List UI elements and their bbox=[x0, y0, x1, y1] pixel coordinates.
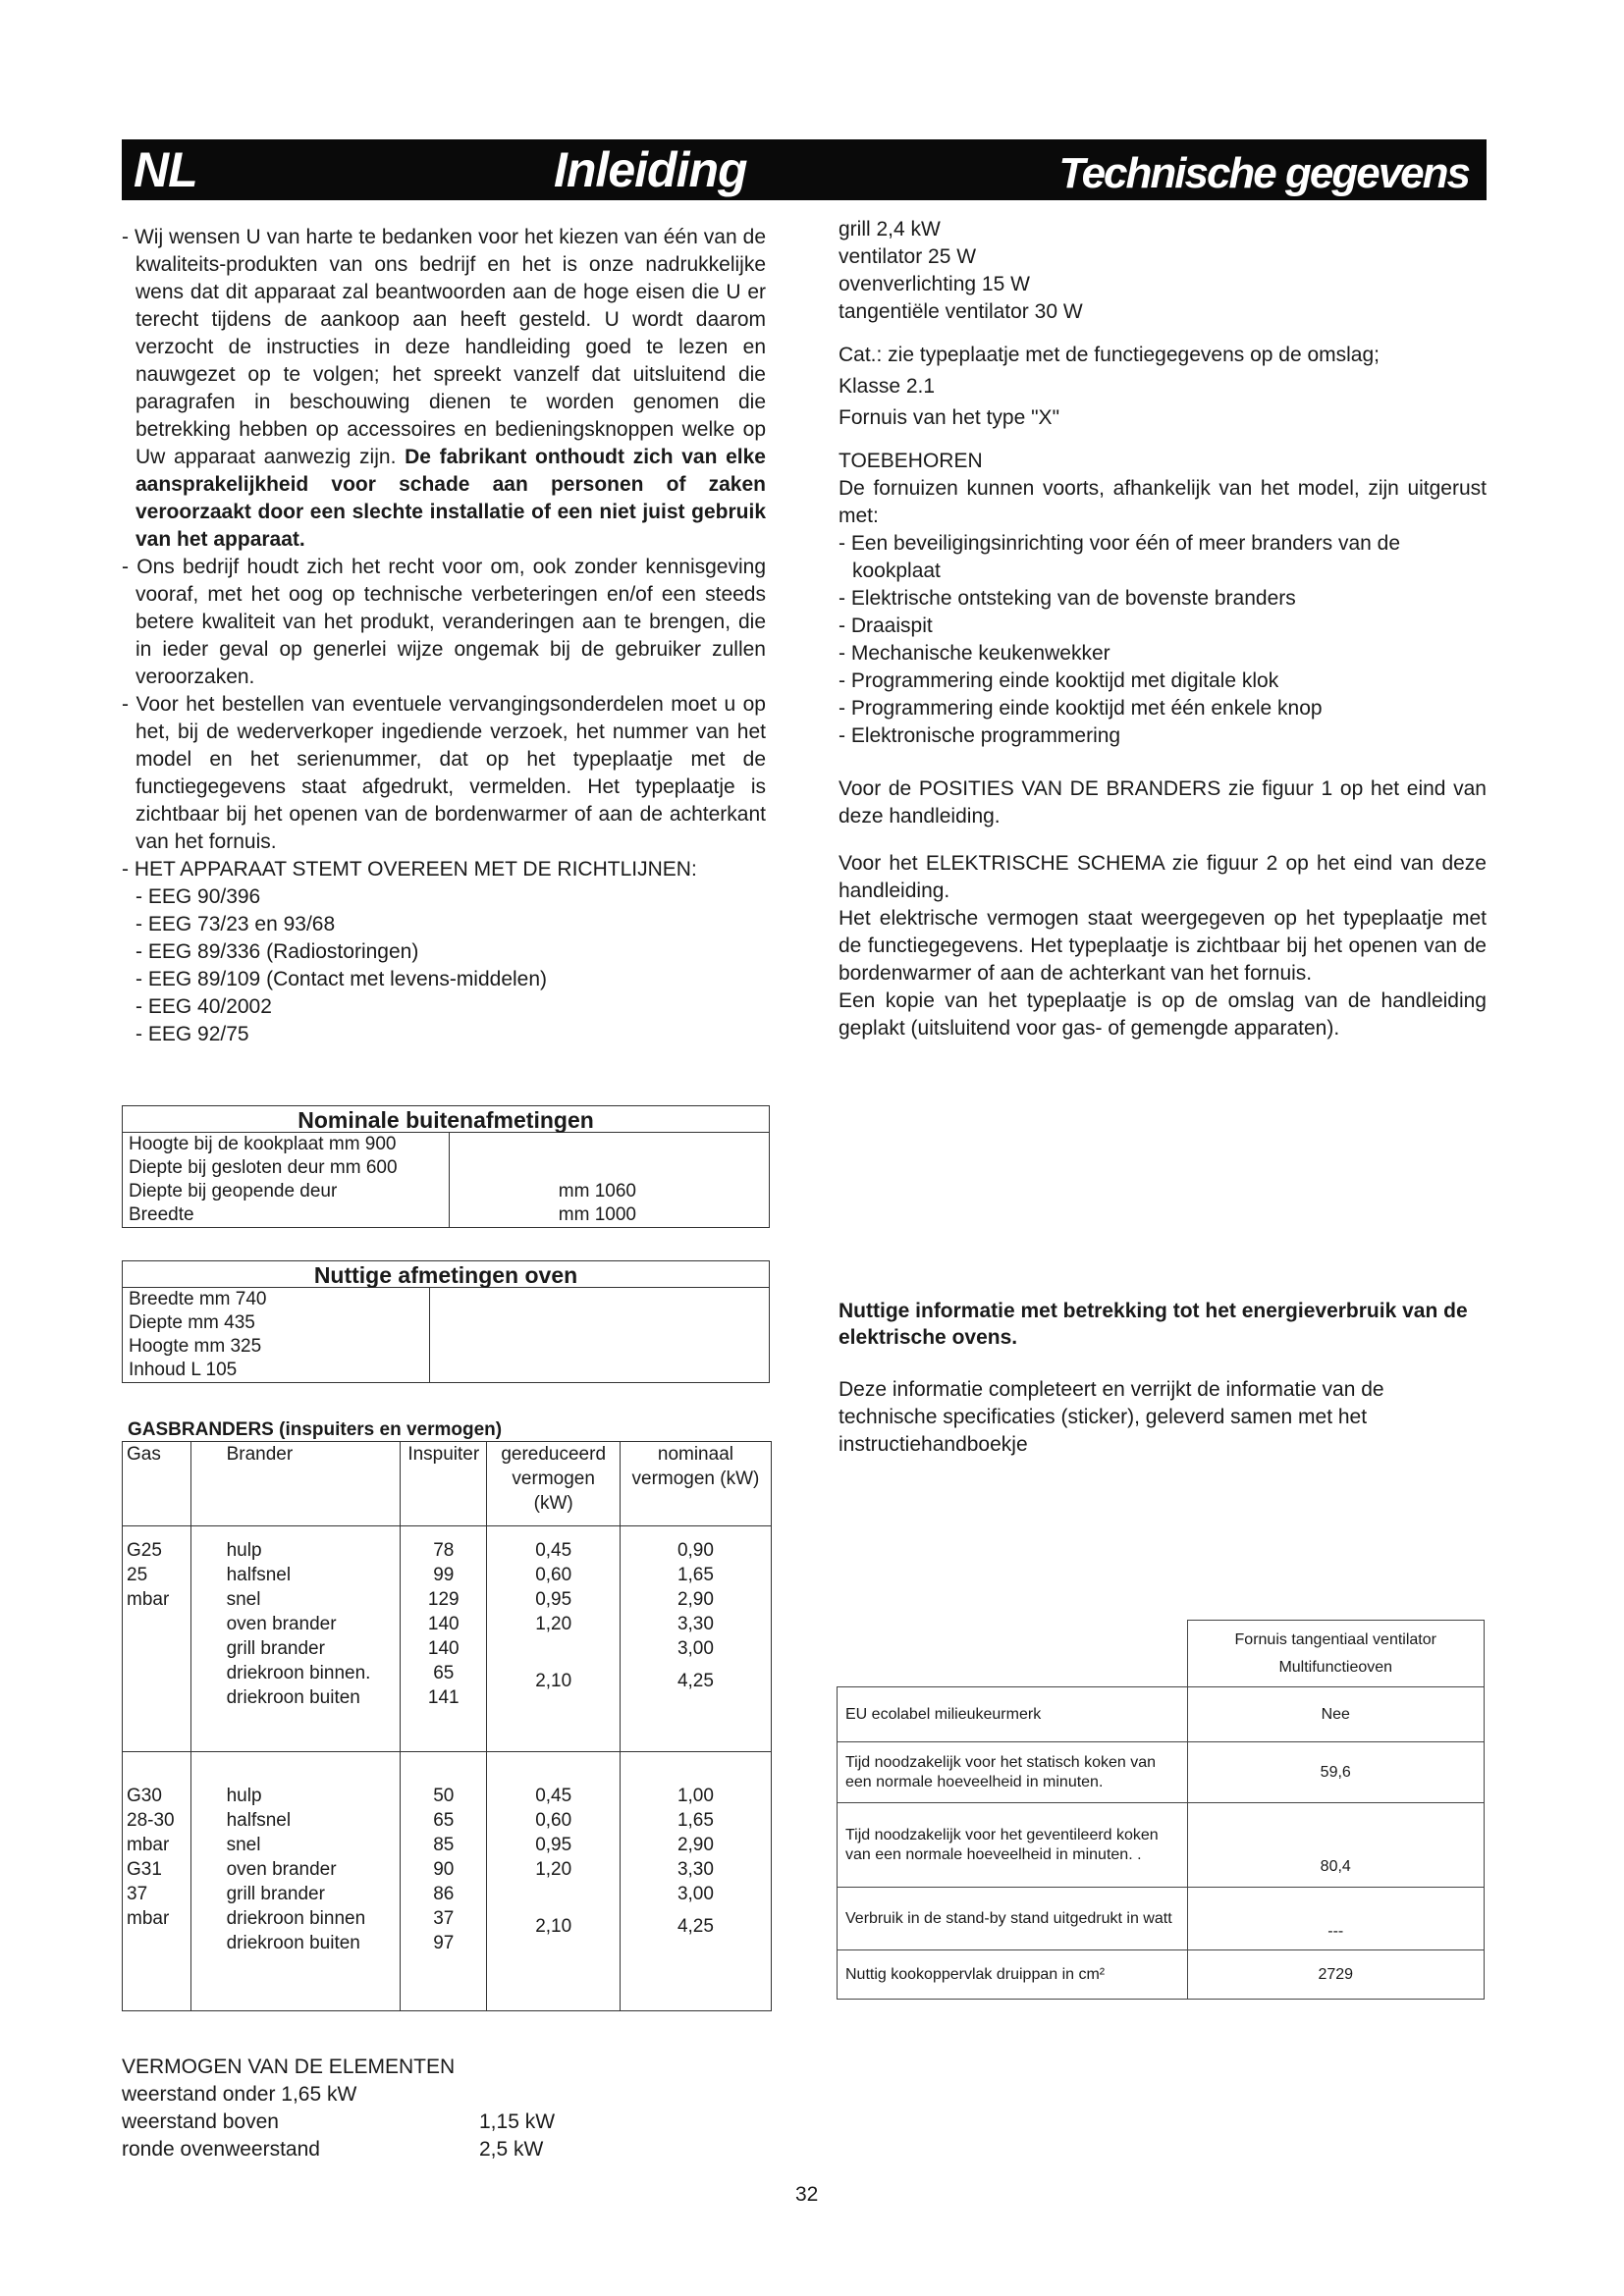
section-title: Inleiding bbox=[554, 142, 747, 197]
intro-paragraph-3: - Voor het bestellen van eventuele vervangingsonderdelen moet u op het, bij de wederverkoper ingediende verzoek, het nummer van het model en het serienummer, dat op het typeplaatje met de functiegegevens staat afgedrukt, vermelden. Het typeplaatje is zichtbaar bij het openen van de bordenwarmer of aan de achterkant van het fornuis. bbox=[122, 693, 766, 853]
accessory-item: - Een beveiligingsinrichting voor één of meer branders van de kookplaat bbox=[839, 532, 1400, 582]
table-row-value: Nee bbox=[1187, 1687, 1485, 1742]
injector-cell: 50 65 85 90 86 37 97 bbox=[401, 1752, 487, 2011]
accessories-heading: TOEBEHOREN bbox=[839, 450, 983, 472]
page-number: 32 bbox=[795, 2183, 819, 2206]
directive-item: - EEG 90/396 bbox=[135, 885, 261, 908]
energy-info-text: Deze informatie completeert en verrijkt de informatie van de technische specificaties (sticker), geleverd samen met het instructiehandboekje bbox=[839, 1378, 1384, 1456]
accessory-item: - Programmering einde kooktijd met digitale klok bbox=[839, 669, 1279, 692]
liability-notice: De fabrikant onthoudt zich van elke aansprakelijkheid voor schade aan personen of zaken veroorzaakt door een slechte installatie of een niet juist gebruik van het apparaat. bbox=[135, 446, 766, 551]
table-row-value: 80,4 bbox=[1187, 1803, 1485, 1888]
schema-note: Voor het ELEKTRISCHE SCHEMA zie figuur 2 op het eind van deze handleiding. bbox=[839, 852, 1487, 902]
intro-paragraph-2: - Ons bedrijf houdt zich het recht voor om, ook zonder kennisgeving vooraf, met het oog op technische verbeteringen en/of een steeds betere kwaliteit van het produkt, veranderingen aan te brengen, die in ieder geval op generlei wijze ongemak bij de gebruiker zullen veroorzaken. bbox=[122, 556, 766, 688]
section-title-right: Technische gegevens bbox=[1058, 149, 1469, 197]
burner-cell: hulp halfsnel snel oven brander grill brander driekroon binnen. driekroon buiten bbox=[190, 1526, 400, 1752]
type-note: Fornuis van het type "X" bbox=[839, 406, 1060, 429]
column-header: nominaal vermogen (kW) bbox=[620, 1442, 771, 1526]
nominal-power-cell: 0,90 1,65 2,90 3,30 3,00 4,25 bbox=[620, 1526, 771, 1752]
directive-item: - EEG 89/336 (Radiostoringen) bbox=[135, 940, 419, 963]
table-row-label: EU ecolabel milieukeurmerk bbox=[838, 1687, 1188, 1742]
reduced-power-cell: 0,45 0,60 0,95 1,20 2,10 bbox=[487, 1752, 620, 2011]
gas-burners-table bbox=[122, 1441, 772, 2011]
gas-type-cell: G30 28-30 mbar G31 37 mbar bbox=[123, 1752, 191, 2011]
directive-heading: - HET APPARAAT STEMT OVEREEN MET DE RICHTLIJNEN: bbox=[122, 858, 697, 881]
table-row-label: Nuttig kookoppervlak druippan in cm² bbox=[838, 1950, 1188, 2000]
table-row-label: Verbruik in de stand-by stand uitgedrukt in watt bbox=[838, 1888, 1188, 1950]
injector-cell: 78 99 129 140 140 65 141 bbox=[401, 1526, 487, 1752]
accessory-item: - Elektronische programmering bbox=[839, 724, 1121, 747]
table-row-label: Tijd noodzakelijk voor het statisch koken van een normale hoeveelheid in minuten. bbox=[838, 1742, 1188, 1803]
column-header: Inspuiter bbox=[401, 1442, 487, 1526]
table-cell: Breedte mm 740 Diepte mm 435 Hoogte mm 325 Inhoud L 105 bbox=[123, 1288, 430, 1383]
directive-item: - EEG 40/2002 bbox=[135, 995, 272, 1018]
class-note: Klasse 2.1 bbox=[839, 375, 936, 398]
nominal-power-cell: 1,00 1,65 2,90 3,30 3,00 4,25 bbox=[620, 1752, 771, 2011]
table-row-value: 2729 bbox=[1187, 1950, 1485, 2000]
directive-list bbox=[122, 883, 766, 1048]
power-item: grill 2,4 kW bbox=[839, 218, 941, 240]
reduced-power-cell: 0,45 0,60 0,95 1,20 2,10 bbox=[487, 1526, 620, 1752]
table-title: Nuttige afmetingen oven bbox=[123, 1261, 770, 1288]
burner-cell: hulp halfsnel snel oven brander grill brander driekroon binnen driekroon buiten bbox=[190, 1752, 400, 2011]
directive-item: - EEG 73/23 en 93/68 bbox=[135, 913, 336, 935]
accessories-intro: De fornuizen kunnen voorts, afhankelijk van het model, zijn uitgerust met: bbox=[839, 477, 1487, 527]
gas-table-title: GASBRANDERS (inspuiters en vermogen) bbox=[128, 1419, 503, 1440]
directive-item: - EEG 92/75 bbox=[135, 1023, 249, 1045]
power-item: ovenverlichting 15 W bbox=[839, 273, 1030, 295]
copy-note: Een kopie van het typeplaatje is op de omslag van de handleiding geplakt (uitsluitend voor gas- of gemengde apparaten). bbox=[839, 989, 1487, 1040]
accessory-item: - Elektrische ontsteking van de bovenste branders bbox=[839, 587, 1296, 610]
table-cell bbox=[430, 1288, 770, 1383]
energy-info-heading: Nuttige informatie met betrekking tot het energieverbruik van de elektrische ovens. bbox=[839, 1300, 1468, 1349]
nominal-dimensions-table bbox=[122, 1105, 770, 1228]
column-header: Gas bbox=[123, 1442, 191, 1526]
header-bar bbox=[122, 139, 1487, 200]
power-item: tangentiële ventilator 30 W bbox=[839, 300, 1083, 323]
power-plate-note: Het elektrische vermogen staat weergegeven op het typeplaatje met de functiegegevens. Het typeplaatje is zichtbaar bij het openen van de bordenwarmer of aan de achterkant van het fornuis. bbox=[839, 907, 1487, 985]
table-cell: mm 1060 mm 1000 bbox=[450, 1133, 770, 1228]
directive-item: - EEG 89/109 (Contact met levens-middelen) bbox=[135, 968, 548, 990]
power-row: ronde ovenweerstand 2,5 kW bbox=[122, 2138, 544, 2161]
column-header: Brander bbox=[190, 1442, 400, 1526]
column-header: gereduceerd vermogen (kW) bbox=[487, 1442, 620, 1526]
section-heading: VERMOGEN VAN DE ELEMENTEN bbox=[122, 2056, 456, 2078]
energy-table bbox=[837, 1620, 1485, 2000]
oven-dimensions-table bbox=[122, 1260, 770, 1383]
accessory-item: - Draaispit bbox=[839, 614, 933, 637]
left-column bbox=[122, 224, 766, 1048]
power-row: weerstand boven 1,15 kW bbox=[122, 2110, 556, 2133]
element-powers bbox=[122, 2054, 555, 2163]
intro-paragraph-1: - Wij wensen U van harte te bedanken voor het kiezen van één van de kwaliteits-produkten van ons bedrijf en het is onze nadrukkelijke wens dat dit apparaat zal beantwoorden aan de hoge eisen die U er terecht tijdens de aankoop aan heeft gesteld. U wordt daarom verzocht de instructies in deze handleiding goed te lezen en nauwgezet op te volgen; het spreekt vanzelf dat uitsluitend die paragrafen in beschouwing dienen te worden genomen die betrekking hebben op accessoires en bedieningsknoppen welke op Uw apparaat aanwezig zijn. De fabrikant onthoudt zich van elke aansprakelijkheid voor schade aan personen of zaken veroorzaakt door een slechte installatie of een niet juist gebruik van het apparaat. bbox=[122, 226, 766, 551]
table-cell: Hoogte bij de kookplaat mm 900 Diepte bij gesloten deur mm 600 Diepte bij geopende deur Breedte bbox=[123, 1133, 450, 1228]
right-column bbox=[839, 216, 1487, 1042]
table-row-label: Tijd noodzakelijk voor het geventileerd koken van een normale hoeveelheid in minuten. . bbox=[838, 1803, 1188, 1888]
table-row-value: --- bbox=[1187, 1888, 1485, 1950]
burner-positions-note: Voor de POSITIES VAN DE BRANDERS zie figuur 1 op het eind van deze handleiding. bbox=[839, 777, 1487, 828]
power-item: ventilator 25 W bbox=[839, 245, 977, 268]
language-code: NL bbox=[134, 142, 197, 197]
accessory-item: - Mechanische keukenwekker bbox=[839, 642, 1110, 665]
gas-type-cell: G25 25 mbar bbox=[123, 1526, 191, 1752]
column-header: Fornuis tangentiaal ventilator Multifunctieoven bbox=[1187, 1621, 1485, 1687]
category-note: Cat.: zie typeplaatje met de functiegegevens op de omslag; bbox=[839, 344, 1380, 366]
power-row: weerstand onder 1,65 kW bbox=[122, 2083, 357, 2106]
accessory-item: - Programmering einde kooktijd met één enkele knop bbox=[839, 697, 1323, 720]
table-row-value: 59,6 bbox=[1187, 1742, 1485, 1803]
table-title: Nominale buitenafmetingen bbox=[123, 1106, 770, 1133]
